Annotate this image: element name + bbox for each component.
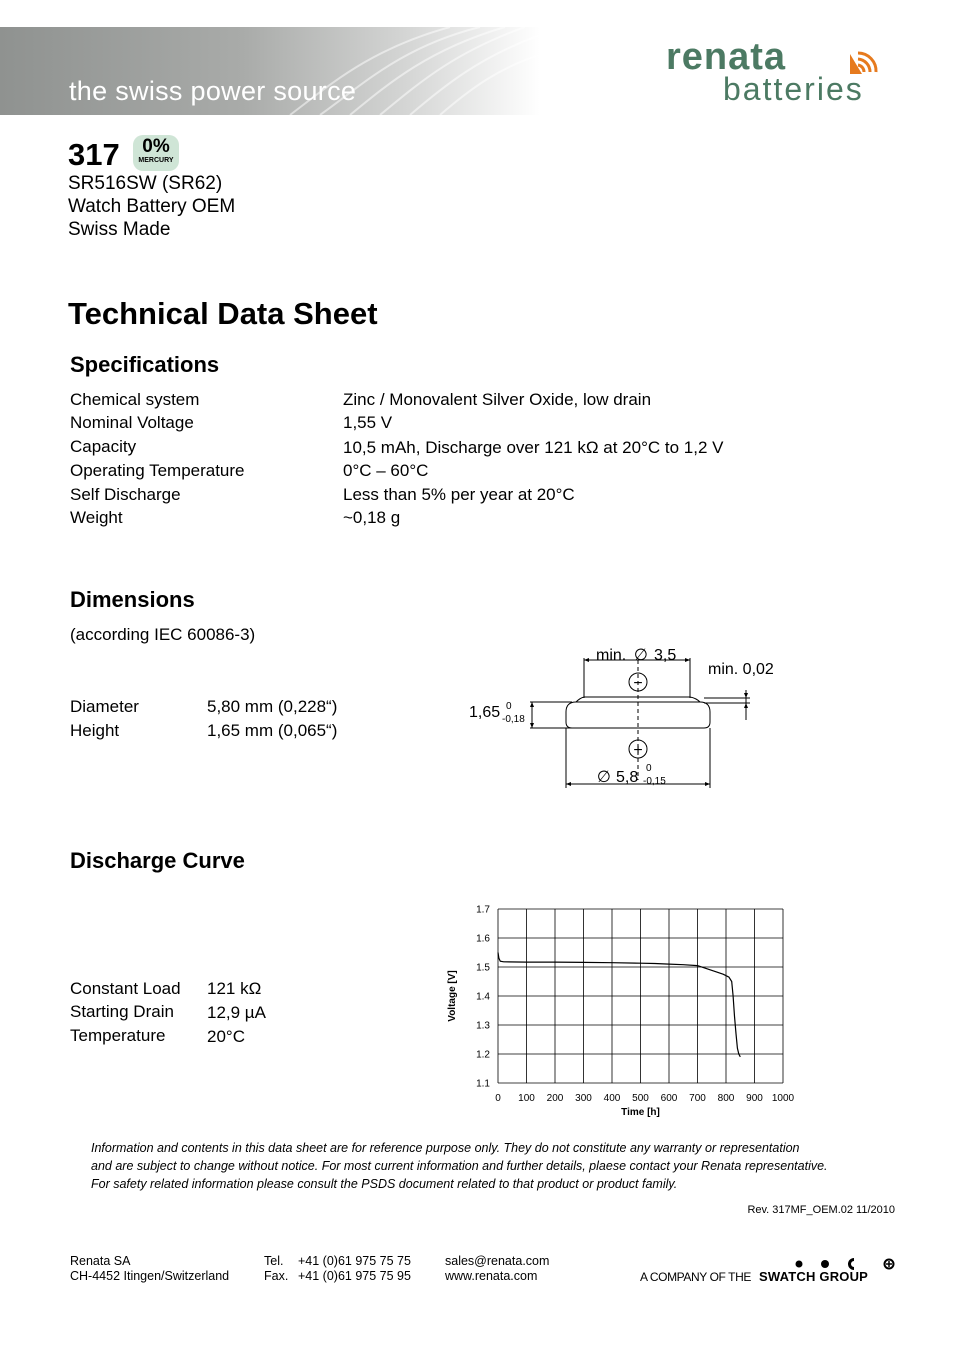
diameter-symbol: ∅ (634, 647, 648, 664)
product-type: Watch Battery OEM (68, 196, 236, 217)
mercury-free-badge (133, 135, 179, 171)
renata-logo-subtitle: batteries (723, 71, 864, 107)
dimension-value: 5,80 mm (0,228“) (207, 697, 338, 716)
diameter-tolerance-lower: -0,15 (643, 776, 666, 787)
revision-code: Rev. 317MF_OEM.02 11/2010 (747, 1204, 895, 1216)
spec-label: Capacity (70, 437, 137, 456)
discharge-value: 121 kΩ (207, 979, 262, 998)
discharge-heading: Discharge Curve (70, 848, 245, 873)
fax-number: +41 (0)61 975 75 95 (298, 1269, 411, 1283)
min-step-label: min. 0,02 (708, 661, 774, 678)
height-value: 1,65 (469, 704, 501, 721)
y-tick-label: 1.5 (476, 962, 490, 974)
dimension-value: 1,65 mm (0,065“) (207, 721, 338, 740)
disclaimer-line: and are subject to change without notice. For most current information and further details, plaese contact your Renata representative. (91, 1159, 828, 1173)
minus-terminal-icon: − (633, 675, 643, 692)
spec-value: 1,55 V (343, 413, 393, 432)
discharge-value: 20°C (207, 1027, 245, 1046)
x-tick-label: 300 (575, 1093, 592, 1104)
x-tick-label: 700 (689, 1093, 706, 1104)
model-number: 317 (68, 137, 120, 172)
y-tick-label: 1.7 (476, 904, 490, 916)
specifications-heading: Specifications (70, 352, 220, 377)
product-origin: Swiss Made (68, 219, 171, 240)
diameter-symbol: ∅ (597, 769, 611, 786)
x-tick-label: 900 (746, 1093, 763, 1104)
y-tick-label: 1.2 (476, 1049, 490, 1061)
y-tick-label: 1.3 (476, 1020, 490, 1032)
y-tick-label: 1.4 (476, 991, 490, 1003)
spec-label: Self Discharge (70, 485, 181, 504)
spec-value: 0°C – 60°C (343, 461, 429, 480)
x-tick-label: 200 (546, 1093, 564, 1104)
x-tick-label: 800 (717, 1093, 735, 1104)
renata-logo-word: renata (666, 36, 787, 78)
discharge-value: 12,9 µA (207, 1003, 266, 1022)
spec-value: 10,5 mAh, Discharge over 121 kΩ at 20°C to 1,2 V (343, 438, 724, 457)
company-name: Renata SA (70, 1254, 131, 1268)
x-tick-label: 500 (632, 1093, 649, 1104)
x-tick-label: 100 (518, 1093, 535, 1104)
tel-number: +41 (0)61 975 75 75 (298, 1254, 411, 1268)
discharge-label: Starting Drain (70, 1002, 174, 1021)
x-tick-label: 1000 (771, 1093, 795, 1104)
height-tolerance-upper: 0 (506, 701, 512, 712)
plus-terminal-icon: + (633, 742, 643, 759)
page-title: Technical Data Sheet (68, 296, 378, 331)
diameter-value: 5,8 (616, 769, 639, 786)
dimensions-heading: Dimensions (70, 587, 195, 612)
x-tick-label: 600 (660, 1093, 678, 1104)
disclaimer-line: Information and contents in this data sheet are for reference purpose only. They do not constitute any warranty or representation (91, 1141, 800, 1155)
dimension-label: Diameter (70, 697, 139, 716)
spec-value: Zinc / Monovalent Silver Oxide, low drain (343, 390, 652, 409)
spec-label: Operating Temperature (70, 461, 245, 480)
discharge-curve-chart (440, 898, 810, 1128)
swatch-prefix: A COMPANY OF THE (640, 1270, 751, 1284)
diameter-tolerance-upper: 0 (646, 763, 652, 774)
swatch-group-name: SWATCH GROUP (759, 1269, 869, 1284)
spec-value: ~0,18 g (343, 508, 401, 527)
spec-label: Weight (70, 508, 123, 527)
fax-label: Fax. (264, 1269, 289, 1283)
product-designation: SR516SW (SR62) (68, 173, 223, 194)
min-diameter-value: 3,5 (654, 647, 677, 664)
x-tick-label: 400 (603, 1093, 621, 1104)
dimension-label: Height (70, 721, 120, 740)
min-diameter-label: min. (596, 647, 627, 664)
y-tick-label: 1.6 (476, 933, 490, 945)
company-address: CH-4452 Itingen/Switzerland (70, 1269, 230, 1283)
spec-value: Less than 5% per year at 20°C (343, 485, 575, 504)
badge-text: MERCURY (138, 157, 174, 164)
badge-percent: 0% (142, 136, 170, 157)
discharge-label: Temperature (70, 1026, 166, 1045)
tel-label: Tel. (264, 1254, 284, 1268)
battery-dimension-drawing (460, 640, 790, 795)
spec-label: Nominal Voltage (70, 413, 194, 432)
y-tick-label: 1.1 (476, 1078, 490, 1090)
y-axis-ticks (476, 905, 490, 1090)
voltage-series-line (498, 953, 740, 1057)
height-tolerance-lower: -0,18 (502, 714, 525, 725)
email-link[interactable]: sales@renata.com (445, 1254, 550, 1268)
website-link[interactable]: www.renata.com (445, 1269, 538, 1283)
swatch-group-logo (640, 1258, 898, 1286)
x-axis-ticks (495, 1093, 794, 1104)
x-tick-label: 0 (495, 1093, 501, 1104)
tagline: the swiss power source (69, 76, 357, 106)
disclaimer-line: For safety related information please consult the PSDS document related to that product or product family. (91, 1177, 678, 1191)
y-axis-label: Voltage [V] (447, 970, 458, 1022)
spec-label: Chemical system (70, 390, 200, 409)
discharge-label: Constant Load (70, 979, 181, 998)
x-axis-label: Time [h] (621, 1107, 660, 1118)
dimensions-standard-note: (according IEC 60086-3) (70, 625, 256, 644)
